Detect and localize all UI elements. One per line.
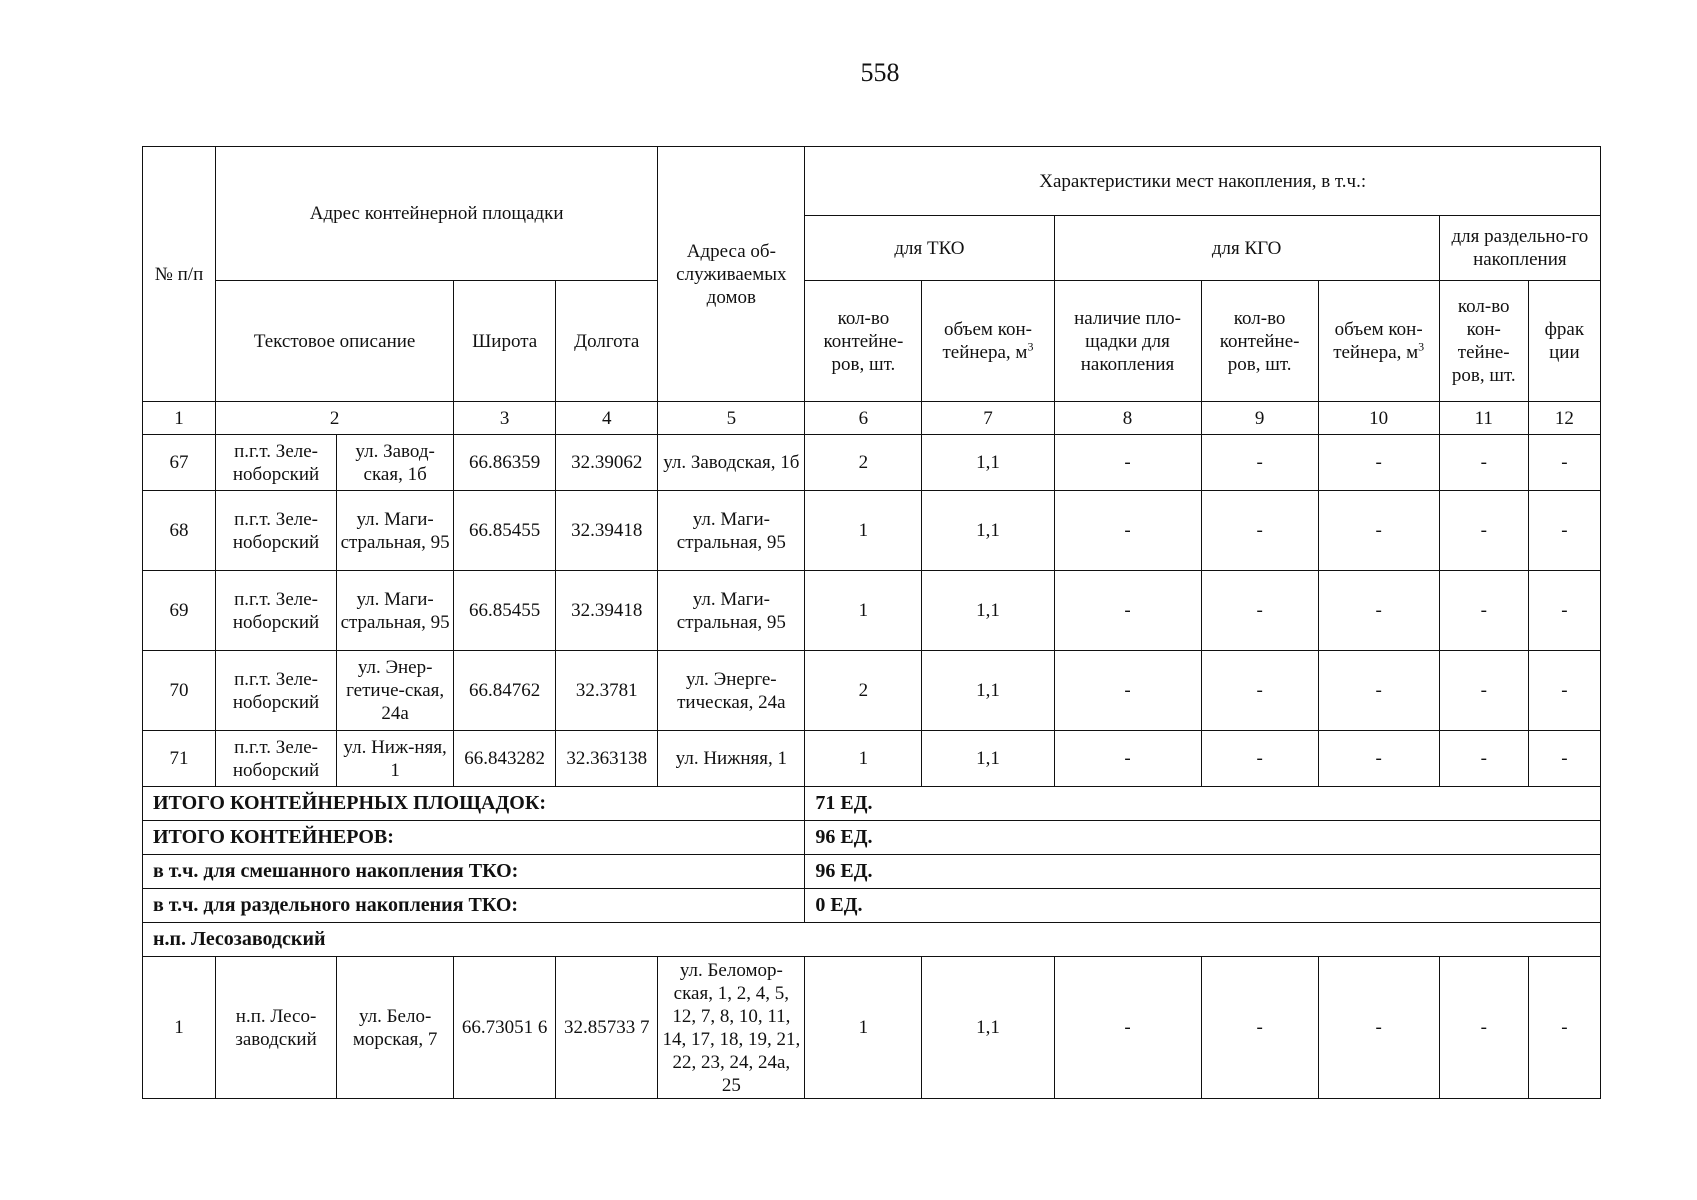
row-served: ул. Нижняя, 1: [658, 731, 805, 787]
header-kgo-site: наличие пло-щадки для накопления: [1054, 281, 1201, 402]
cubic-superscript: 3: [1418, 339, 1425, 354]
row-c9: -: [1201, 491, 1318, 571]
row-num: 68: [143, 491, 216, 571]
row-lon: 32.3781: [556, 651, 658, 731]
row-num: 67: [143, 435, 216, 491]
row-settlement: п.г.т. Зеле-ноборский: [216, 651, 337, 731]
row-c7: 1,1: [922, 491, 1054, 571]
row-street: ул. Ниж-няя, 1: [337, 731, 454, 787]
column-number: 8: [1054, 402, 1201, 435]
row-c7: 1,1: [922, 957, 1054, 1099]
row-c11: -: [1439, 571, 1528, 651]
header-characteristics: Характеристики мест накопления, в т.ч.:: [805, 147, 1601, 216]
row-c12: -: [1528, 651, 1600, 731]
column-number: 1: [143, 402, 216, 435]
summary-value: 0 ЕД.: [805, 889, 1601, 923]
row-lat: 66.73051 6: [454, 957, 556, 1099]
header-lon: Долгота: [556, 281, 658, 402]
section-title-row: [143, 923, 1601, 957]
row-c10: -: [1318, 957, 1439, 1099]
row-c9: -: [1201, 435, 1318, 491]
table-row: [143, 651, 1601, 731]
row-num: 69: [143, 571, 216, 651]
column-number-row: [143, 402, 1601, 435]
row-c6: 1: [805, 571, 922, 651]
header-address: Адрес контейнерной площадки: [216, 147, 658, 281]
row-served: ул. Беломор-ская, 1, 2, 4, 5, 12, 7, 8, 10, 11, 14, 17, 18, 19, 21, 22, 23, 24, 24а, 25: [658, 957, 805, 1099]
header-text-desc: Текстовое описание: [216, 281, 454, 402]
row-c8: -: [1054, 957, 1201, 1099]
row-c7: 1,1: [922, 731, 1054, 787]
row-street: ул. Маги-стральная, 95: [337, 491, 454, 571]
row-lat: 66.85455: [454, 571, 556, 651]
row-c10: -: [1318, 491, 1439, 571]
row-c12: -: [1528, 731, 1600, 787]
row-c7: 1,1: [922, 435, 1054, 491]
page-number: 558: [860, 58, 900, 87]
column-number: 4: [556, 402, 658, 435]
header-kgo-volume: объем кон-тейнера, $м^3$: [1318, 281, 1439, 402]
row-c7: 1,1: [922, 571, 1054, 651]
summary-value: 96 ЕД.: [805, 821, 1601, 855]
row-c11: -: [1439, 957, 1528, 1099]
row-c6: 1: [805, 491, 922, 571]
header-tko-volume: объем кон-тейнера, $м^3$: [922, 281, 1054, 402]
row-lon: 32.39062: [556, 435, 658, 491]
row-settlement: п.г.т. Зеле-ноборский: [216, 571, 337, 651]
summary-row: [143, 889, 1601, 923]
table-row: [143, 731, 1601, 787]
table-row: [143, 957, 1601, 1099]
row-c11: -: [1439, 491, 1528, 571]
row-c11: -: [1439, 435, 1528, 491]
row-c6: 2: [805, 435, 922, 491]
summary-label: в т.ч. для смешанного накопления ТКО:: [143, 855, 805, 889]
container-sites-table: [142, 146, 1601, 1099]
header-tko-count: кол-во контейне-ров, шт.: [805, 281, 922, 402]
row-street: ул. Бело-морская, 7: [337, 957, 454, 1099]
row-c6: 1: [805, 957, 922, 1099]
column-number: 10: [1318, 402, 1439, 435]
column-number: 7: [922, 402, 1054, 435]
row-lat: 66.84762: [454, 651, 556, 731]
summary-row: [143, 787, 1601, 821]
row-settlement: п.г.т. Зеле-ноборский: [216, 491, 337, 571]
row-c10: -: [1318, 731, 1439, 787]
row-c7: 1,1: [922, 651, 1054, 731]
table-row: [143, 435, 1601, 491]
row-lon: 32.39418: [556, 491, 658, 571]
section-title: н.п. Лесозаводский: [143, 923, 1601, 957]
row-c12: -: [1528, 491, 1600, 571]
column-number: 9: [1201, 402, 1318, 435]
row-lon: 32.363138: [556, 731, 658, 787]
row-c8: -: [1054, 731, 1201, 787]
row-c11: -: [1439, 731, 1528, 787]
header-lat: Широта: [454, 281, 556, 402]
row-num: 1: [143, 957, 216, 1099]
row-c9: -: [1201, 651, 1318, 731]
row-c12: -: [1528, 435, 1600, 491]
row-c12: -: [1528, 957, 1600, 1099]
header-num: № п/п: [143, 147, 216, 402]
column-number: 2: [216, 402, 454, 435]
row-lon: 32.39418: [556, 571, 658, 651]
row-c9: -: [1201, 957, 1318, 1099]
row-lat: 66.85455: [454, 491, 556, 571]
header-separate: для раздельно-го накопления: [1439, 216, 1600, 281]
table-row: [143, 571, 1601, 651]
column-number: 12: [1528, 402, 1600, 435]
summary-value: 96 ЕД.: [805, 855, 1601, 889]
header-kgo: для КГО: [1054, 216, 1439, 281]
row-c10: -: [1318, 435, 1439, 491]
row-lat: 66.843282: [454, 731, 556, 787]
header-sep-fraction: фрак ции: [1528, 281, 1600, 402]
row-served: ул. Маги-стральная, 95: [658, 491, 805, 571]
row-c6: 2: [805, 651, 922, 731]
header-kgo-count: кол-во контейне-ров, шт.: [1201, 281, 1318, 402]
summary-label: ИТОГО КОНТЕЙНЕРОВ:: [143, 821, 805, 855]
row-lat: 66.86359: [454, 435, 556, 491]
row-served: ул. Энерге-тическая, 24а: [658, 651, 805, 731]
table-row: [143, 491, 1601, 571]
row-c8: -: [1054, 435, 1201, 491]
row-c11: -: [1439, 651, 1528, 731]
row-c9: -: [1201, 571, 1318, 651]
summary-value: 71 ЕД.: [805, 787, 1601, 821]
row-street: ул. Энер-гетиче-ская, 24а: [337, 651, 454, 731]
row-c10: -: [1318, 571, 1439, 651]
row-served: ул. Маги-стральная, 95: [658, 571, 805, 651]
row-c8: -: [1054, 491, 1201, 571]
summary-row: [143, 821, 1601, 855]
row-c12: -: [1528, 571, 1600, 651]
row-street: ул. Завод-ская, 1б: [337, 435, 454, 491]
row-street: ул. Маги-стральная, 95: [337, 571, 454, 651]
cubic-superscript: 3: [1027, 339, 1034, 354]
header-sep-count: кол-во кон-тейне-ров, шт.: [1439, 281, 1528, 402]
row-settlement: п.г.т. Зеле-ноборский: [216, 731, 337, 787]
header-served: Адреса об-служиваемых домов: [658, 147, 805, 402]
row-num: 71: [143, 731, 216, 787]
row-c8: -: [1054, 571, 1201, 651]
row-c10: -: [1318, 651, 1439, 731]
row-served: ул. Заводская, 1б: [658, 435, 805, 491]
row-lon: 32.85733 7: [556, 957, 658, 1099]
row-c6: 1: [805, 731, 922, 787]
column-number: 3: [454, 402, 556, 435]
row-settlement: н.п. Лесо-заводский: [216, 957, 337, 1099]
summary-row: [143, 855, 1601, 889]
row-c8: -: [1054, 651, 1201, 731]
header-tko: для ТКО: [805, 216, 1054, 281]
row-num: 70: [143, 651, 216, 731]
row-c9: -: [1201, 731, 1318, 787]
column-number: 5: [658, 402, 805, 435]
column-number: 6: [805, 402, 922, 435]
summary-label: в т.ч. для раздельного накопления ТКО:: [143, 889, 805, 923]
column-number: 11: [1439, 402, 1528, 435]
summary-label: ИТОГО КОНТЕЙНЕРНЫХ ПЛОЩАДОК:: [143, 787, 805, 821]
row-settlement: п.г.т. Зеле-ноборский: [216, 435, 337, 491]
